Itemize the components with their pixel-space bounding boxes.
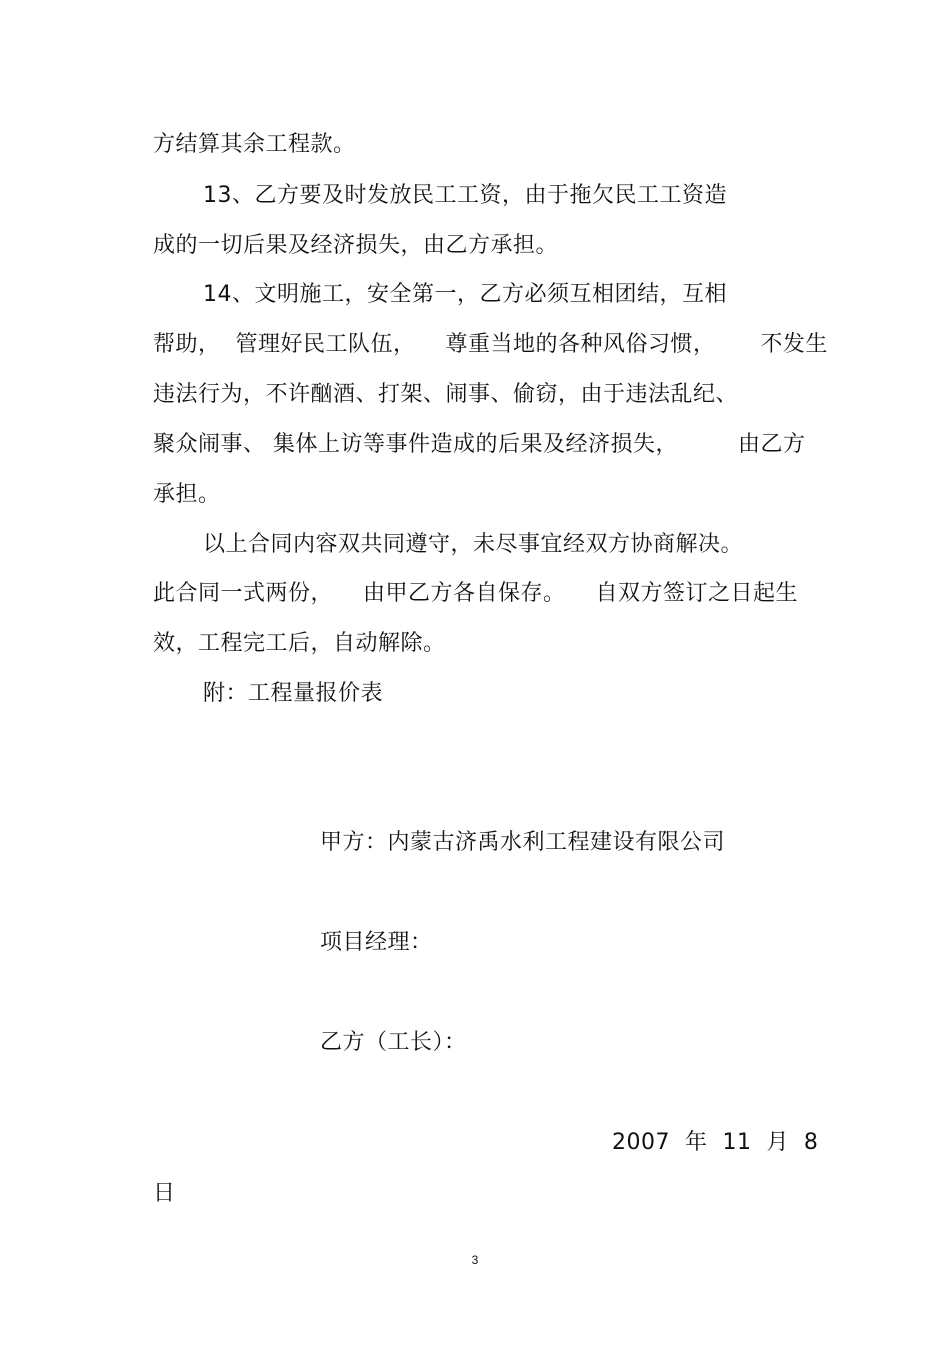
- paragraph-line: 违法行为，不许酗酒、打架、闹事、偷窃，由于违法乱纪、: [153, 382, 739, 407]
- attachment-note: 附：工程量报价表: [203, 681, 384, 706]
- page-number: 3: [471, 1253, 479, 1267]
- paragraph-line: 承担。: [153, 482, 221, 507]
- party-b-signature: 乙方（工长）：: [320, 1030, 467, 1055]
- paragraph-line: 成的一切后果及经济损失，由乙方承担。: [153, 233, 559, 258]
- paragraph-line: 方结算其余工程款。: [153, 132, 356, 157]
- paragraph-line: 效，工程完工后，自动解除。: [153, 631, 446, 656]
- paragraph-line: 此合同一式两份， 由甲乙方各自保存。 自双方签订之日起生: [153, 581, 798, 606]
- closing-paragraph-line: 以上合同内容双共同遵守，未尽事宜经双方协商解决。: [203, 532, 744, 557]
- paragraph-line: 聚众闹事、 集体上访等事件造成的后果及经济损失， 由乙方: [153, 432, 806, 457]
- signing-date-day: 日: [153, 1181, 176, 1206]
- party-a-signature: 甲方：内蒙古济禹水利工程建设有限公司: [320, 830, 726, 855]
- signing-date: 2007 年 11 月 8: [612, 1130, 819, 1155]
- clause-14-line: 14、文明施工，安全第一，乙方必须互相团结，互相: [203, 282, 727, 307]
- project-manager-signature: 项目经理：: [320, 930, 433, 955]
- paragraph-line: 帮助， 管理好民工队伍， 尊重当地的各种风俗习惯， 不发生: [153, 332, 828, 357]
- clause-13-line: 13、乙方要及时发放民工工资，由于拖欠民工工资造: [203, 183, 727, 208]
